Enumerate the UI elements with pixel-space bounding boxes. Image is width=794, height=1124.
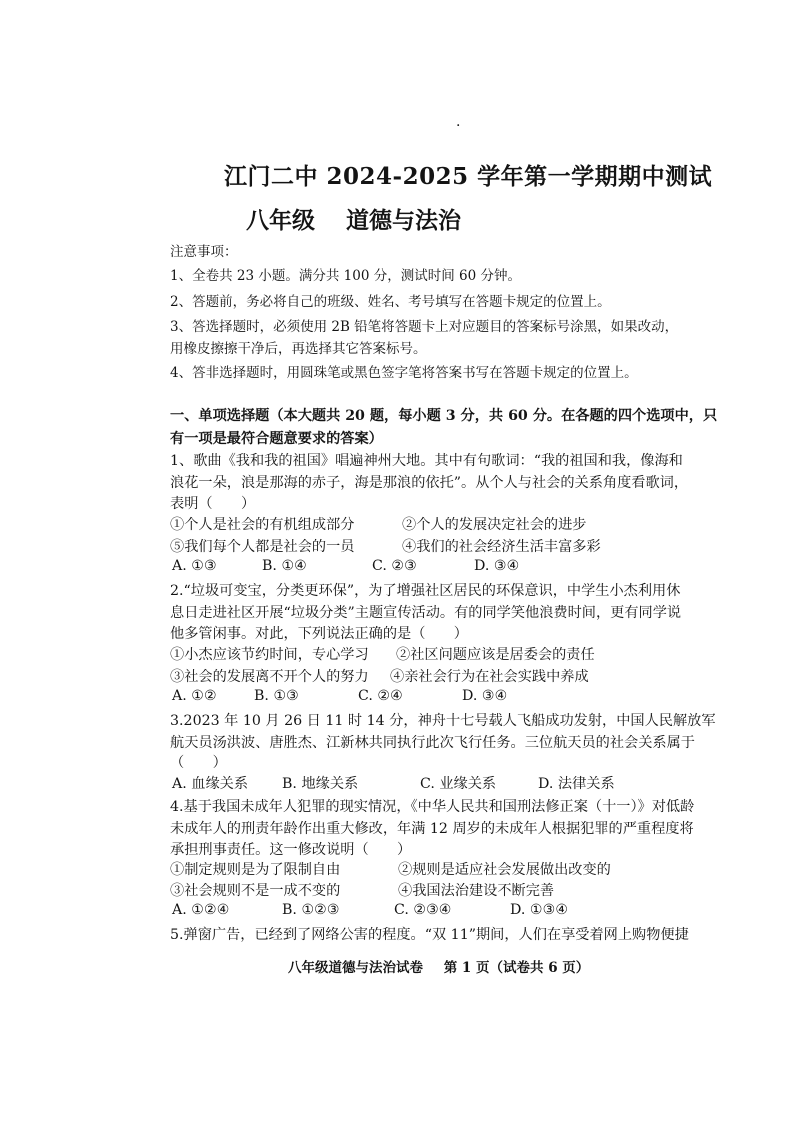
question-1-statement: ②个人的发展决定社会的进步 [402, 517, 587, 533]
question-2-statement: ④亲社会行为在社会实践中养成 [390, 669, 589, 685]
question-2-choice: C. ②④ [358, 688, 403, 704]
question-1-choice: D. ③④ [474, 558, 520, 574]
notes-item: 3、答选择题时，必须使用 2B 铅笔将答题卡上对应题目的答案标号涂黑，如果改动， [170, 319, 679, 335]
question-1-statement: ⑤我们每个人都是社会的一员 [170, 539, 355, 555]
subject-label: 道德与法治 [346, 207, 461, 234]
notes-item: 用橡皮擦擦干净后，再选择其它答案标号。 [170, 341, 427, 357]
question-3-stem: 航天员汤洪波、唐胜杰、江新林共同执行此次飞行任务。三位航天员的社会关系属于 [170, 735, 695, 751]
question-2-choice: B. ①③ [254, 688, 299, 704]
question-1-choice: C. ②③ [372, 558, 417, 574]
question-2-choice: A. ①② [172, 688, 217, 704]
question-4-choice: D. ①③④ [510, 902, 569, 918]
question-2-choice: D. ③④ [462, 688, 508, 704]
page-footer [288, 956, 589, 976]
question-3-stem: （ ） [170, 755, 227, 771]
question-2-statement: ③社会的发展离不开个人的努力 [170, 669, 369, 685]
question-1-statement: ④我们的社会经济生活丰富多彩 [402, 539, 601, 555]
question-1-stem: 浪花一朵，浪是那海的赤子，海是那浪的依托”。从个人与社会的关系角度看歌词， [170, 475, 689, 491]
question-1-stem: 1、歌曲《我和我的祖国》唱遍神州大地。其中有句歌词：“我的祖国和我，像海和 [170, 453, 683, 469]
question-2-stem: 息日走进社区开展“垃圾分类”主题宣传活动。有的同学笑他浪费时间，更有同学说 [170, 605, 682, 621]
question-4-stem: 4.基于我国未成年人犯罪的现实情况，《中华人民共和国刑法修正案（十一）》对低龄 [170, 799, 695, 815]
top-dot: · [456, 118, 461, 134]
section-heading: 有一项是最符合题意要求的答案） [170, 431, 383, 447]
question-3-choice: C. 业缘关系 [420, 776, 497, 792]
question-1-stem: 表明（ ） [170, 496, 256, 512]
question-3-choice: D. 法律关系 [538, 776, 615, 792]
question-4-choice: C. ②③④ [394, 902, 452, 918]
footer-paper-name: 八年级道德与法治试卷 [288, 960, 423, 976]
notes-heading: 注意事项： [170, 244, 238, 260]
question-3-stem: 3.2023 年 10 月 26 日 11 时 14 分，神舟十七号载人飞船成功发射，中国人民解放军 [170, 713, 716, 729]
question-1-choice: B. ①④ [262, 558, 307, 574]
question-3-choice: B. 地缘关系 [282, 776, 359, 792]
question-5-stem: 5.弹窗广告，已经到了网络公害的程度。“双 11”期间，人们在享受着网上购物便捷 [170, 927, 689, 943]
notes-item: 1、全卷共 23 小题。满分共 100 分，测试时间 60 分钟。 [170, 268, 521, 284]
section-heading: 一、单项选择题（本大题共 20 题，每小题 3 分，共 60 分。在各题的四个选项中，只 [170, 408, 718, 424]
grade-label: 八年级 [246, 207, 315, 234]
question-4-statement: ②规则是适应社会发展做出改变的 [398, 862, 611, 878]
question-4-statement: ③社会规则不是一成不变的 [170, 883, 341, 899]
question-4-statement: ①制定规则是为了限制自由 [170, 862, 341, 878]
question-4-stem: 未成年人的刑责年龄作出重大修改，年满 12 周岁的未成年人根据犯罪的严重程度将 [170, 821, 694, 837]
question-2-stem: 他多管闲事。对此，下列说法正确的是（ ） [170, 626, 468, 642]
question-1-statement: ①个人是社会的有机组成部分 [170, 517, 355, 533]
exam-title: 江门二中 2024-2025 学年第一学期期中测试 [224, 163, 713, 190]
question-2-statement: ②社区问题应该是居委会的责任 [396, 647, 595, 663]
notes-item: 4、答非选择题时，用圆珠笔或黑色签字笔将答案书写在答题卡规定的位置上。 [170, 365, 638, 381]
question-1-choice: A. ①③ [172, 558, 217, 574]
question-4-statement: ④我国法治建设不断完善 [398, 883, 555, 899]
question-4-stem: 承担刑事责任。这一修改说明（ ） [170, 842, 412, 858]
question-2-statement: ①小杰应该节约时间，专心学习 [170, 647, 369, 663]
question-4-choice: A. ①②④ [172, 902, 230, 918]
footer-page-number: 第 1 页（试卷共 6 页） [443, 960, 590, 976]
notes-item: 2、答题前，务必将自己的班级、姓名、考号填写在答题卡规定的位置上。 [170, 294, 611, 310]
question-3-choice: A. 血缘关系 [172, 776, 249, 792]
question-2-stem: 2.“垃圾可变宝，分类更环保”，为了增强社区居民的环保意识，中学生小杰利用休 [170, 583, 681, 599]
question-4-choice: B. ①②③ [282, 902, 340, 918]
